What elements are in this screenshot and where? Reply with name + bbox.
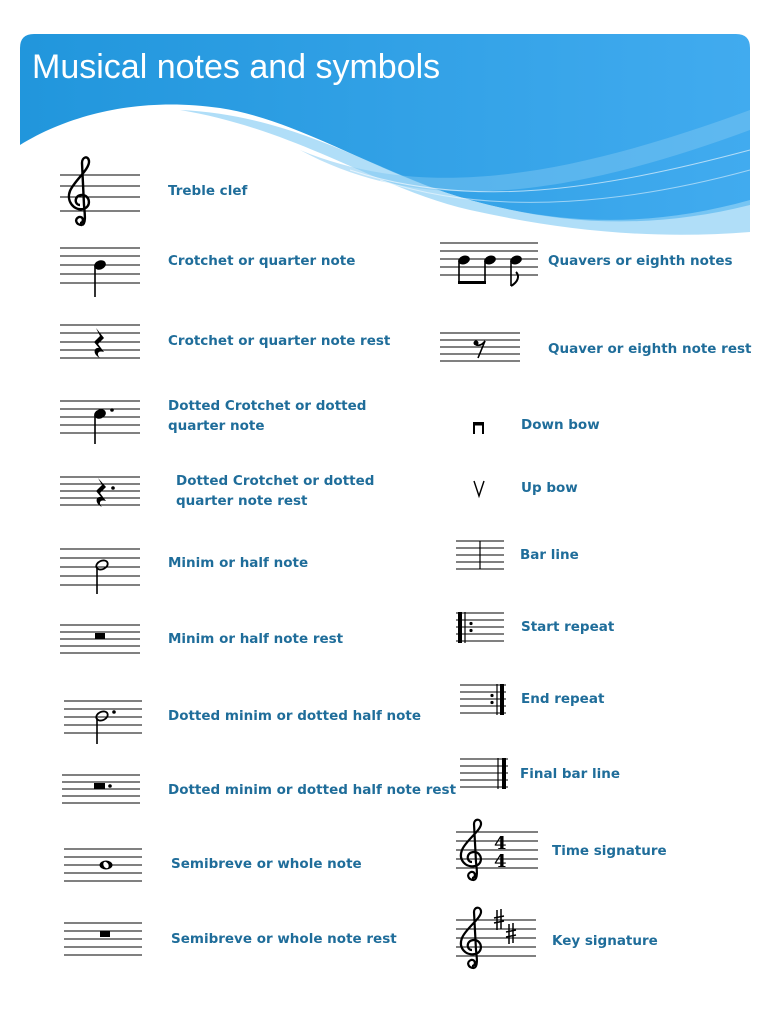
symbol-label: Up bow: [521, 480, 578, 496]
dotted-minim-rest-icon: [62, 772, 144, 808]
page-title: Musical notes and symbols: [32, 48, 441, 86]
treble-clef-icon: [60, 155, 142, 227]
quavers-icon: [440, 240, 540, 288]
symbol-label: Bar line: [520, 547, 579, 563]
time-signature-icon: [456, 818, 540, 884]
symbol-label: Key signature: [552, 933, 658, 949]
crotchet-rest-icon: [60, 322, 142, 362]
symbol-label: Dotted minim or dotted half note: [168, 708, 422, 724]
semibreve-rest-icon: [64, 920, 146, 960]
symbol-label: Quavers or eighth notes: [548, 253, 733, 269]
symbol-label: Down bow: [521, 417, 600, 433]
semibreve-icon: [64, 846, 146, 886]
symbol-label: Dotted Crotchet or dotted quarter note rest: [176, 473, 375, 509]
svg-text:4: 4: [494, 851, 507, 872]
symbol-label: Semibreve or whole note rest: [171, 931, 397, 947]
end-repeat-icon: [460, 682, 508, 718]
quaver-rest-icon: [440, 330, 522, 366]
symbol-label: Crotchet or quarter note rest: [168, 333, 391, 349]
symbol-label: Time signature: [552, 843, 667, 859]
symbol-label: Quaver or eighth note rest: [548, 341, 752, 357]
key-signature-icon: [456, 906, 540, 972]
symbol-label: Start repeat: [521, 619, 615, 635]
crotchet-icon: [60, 245, 142, 297]
symbol-label: Minim or half note: [168, 555, 309, 571]
minim-rest-icon: [60, 622, 142, 658]
final-bar-line-icon: [460, 756, 510, 792]
symbol-label: Treble clef: [168, 183, 248, 199]
symbol-label: Dotted minim or dotted half note rest: [168, 782, 457, 798]
dotted-minim-icon: [64, 698, 146, 746]
minim-icon: [60, 546, 142, 596]
symbol-label: End repeat: [521, 691, 605, 707]
dotted-crotchet-rest-icon: [60, 474, 142, 510]
start-repeat-icon: [456, 610, 506, 646]
svg-text:4: 4: [494, 833, 507, 854]
symbol-label: Minim or half note rest: [168, 631, 344, 647]
symbol-label: Semibreve or whole note: [171, 856, 362, 872]
bar-line-icon: [456, 538, 506, 574]
dotted-crotchet-icon: [60, 398, 142, 446]
symbol-label: Final bar line: [520, 766, 621, 782]
up-bow-icon: [472, 480, 486, 498]
down-bow-icon: [472, 421, 486, 435]
symbol-label: Dotted Crotchet or dotted quarter note: [168, 398, 367, 434]
symbol-label: Crotchet or quarter note: [168, 253, 356, 269]
